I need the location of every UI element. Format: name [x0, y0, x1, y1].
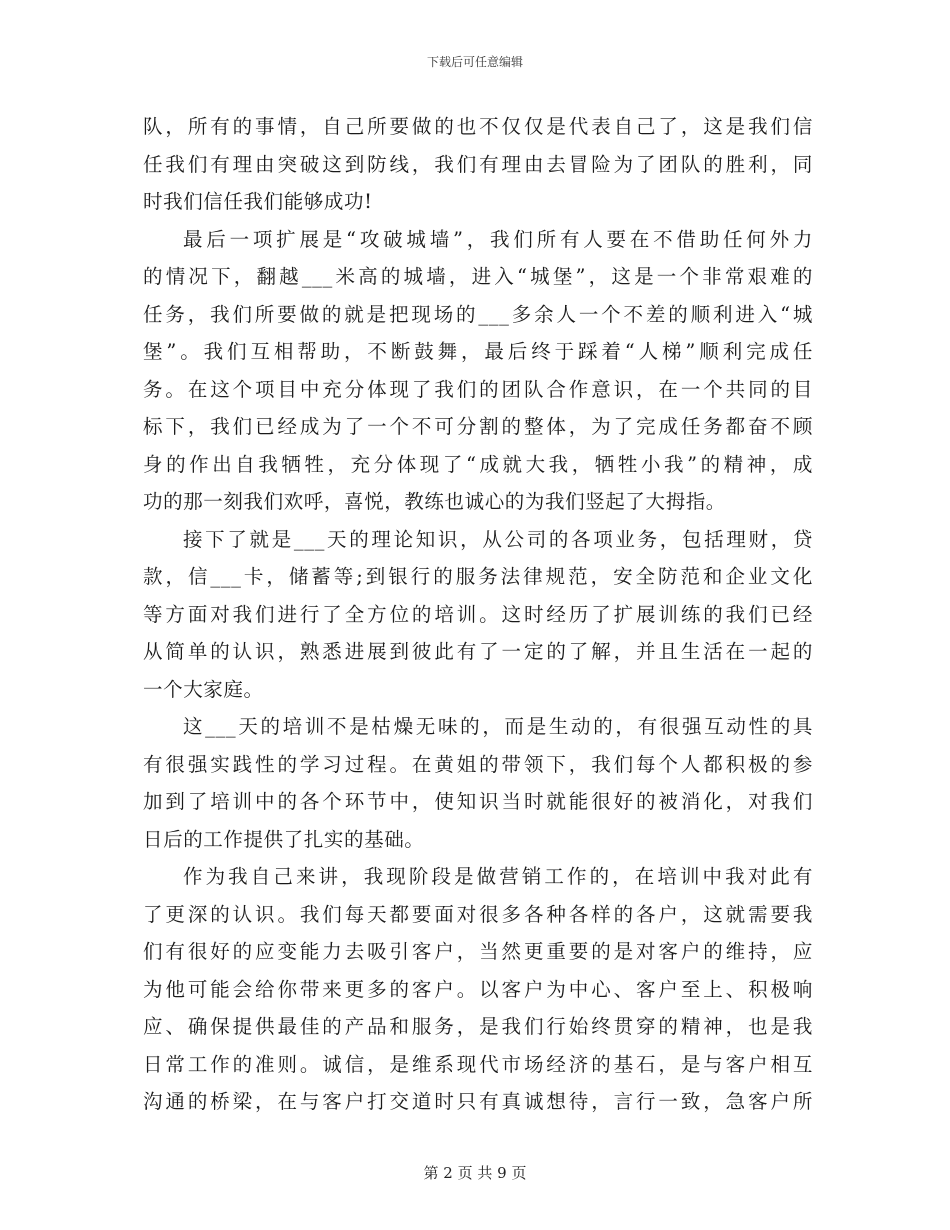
- text-line: 有很强实践性的学习过程。在黄姐的带领下，我们每个人都积极的参: [143, 752, 813, 776]
- text-line: 接下了就是___天的理论知识，从公司的各项业务，包括理财，贷: [183, 527, 813, 551]
- paragraph: [143, 858, 813, 1121]
- paragraph: [143, 108, 813, 221]
- paragraph: [143, 521, 813, 709]
- text-line: 沟通的桥梁，在与客户打交道时只有真诚想待，言行一致，急客户所: [143, 1090, 813, 1113]
- text-line: 任我们有理由突破这到防线，我们有理由去冒险为了团队的胜利，同: [143, 152, 813, 176]
- text-line: 标下，我们已经成为了一个不可分割的整体，为了完成任务都奋不顾: [143, 415, 813, 438]
- page-header: 下载后可任意编辑: [426, 55, 523, 69]
- text-line: 队，所有的事情，自己所要做的也不仅仅是代表自己了，这是我们信: [143, 115, 813, 138]
- text-line: 一个大家庭。: [143, 677, 264, 701]
- page-number-footer: 第 2 页 共 9 页: [423, 1164, 527, 1182]
- paragraph: [143, 708, 813, 858]
- text-line: 身的作出自我牺牲，充分体现了“成就大我，牺牲小我”的精神，成: [143, 452, 813, 476]
- text-line: 日后的工作提供了扎实的基础。: [143, 827, 425, 851]
- text-line: 应、确保提供最佳的产品和服务，是我们行始终贯穿的精神，也是我: [143, 1015, 813, 1038]
- text-line: 功的那一刻我们欢呼，喜悦，教练也诚心的为我们竖起了大拇指。: [143, 490, 726, 513]
- text-line: 务。在这个项目中充分体现了我们的团队合作意识，在一个共同的目: [143, 377, 813, 401]
- text-line: 时我们信任我们能够成功!: [143, 190, 373, 213]
- text-line: 作为我自己来讲，我现阶段是做营销工作的，在培训中我对此有: [183, 865, 813, 888]
- text-line: 最后一项扩展是“攻破城墙”，我们所有人要在不借助任何外力: [183, 227, 813, 251]
- text-line: 加到了培训中的各个环节中，使知识当时就能很好的被消化，对我们: [143, 790, 813, 813]
- text-line: 的情况下，翻越___米高的城墙，进入“城堡”，这是一个非常艰难的: [143, 265, 813, 288]
- paragraph: [143, 221, 813, 521]
- text-line: 为他可能会给你带来更多的客户。以客户为中心、客户至上、积极响: [143, 977, 813, 1001]
- text-line: 堡”。我们互相帮助，不断鼓舞，最后终于踩着“人梯”顺利完成任: [143, 340, 813, 363]
- text-line: 了更深的认识。我们每天都要面对很多各种各样的各户，这就需要我: [143, 902, 813, 926]
- text-line: 们有很好的应变能力去吸引客户，当然更重要的是对客户的维持，应: [143, 940, 813, 963]
- text-line: 款，信___卡，储蓄等;到银行的服务法律规范，安全防范和企业文化: [143, 565, 813, 588]
- text-line: 日常工作的准则。诚信，是维系现代市场经济的基石，是与客户相互: [143, 1052, 813, 1076]
- text-line: 任务，我们所要做的就是把现场的___多余人一个不差的顺利进入“城: [143, 302, 813, 326]
- text-line: 等方面对我们进行了全方位的培训。这时经历了扩展训练的我们已经: [143, 602, 813, 626]
- document-body: [143, 108, 813, 1121]
- text-line: 这___天的培训不是枯燥无味的，而是生动的，有很强互动性的具: [183, 715, 813, 738]
- text-line: 从简单的认识，熟悉进展到彼此有了一定的了解，并且生活在一起的: [143, 640, 813, 663]
